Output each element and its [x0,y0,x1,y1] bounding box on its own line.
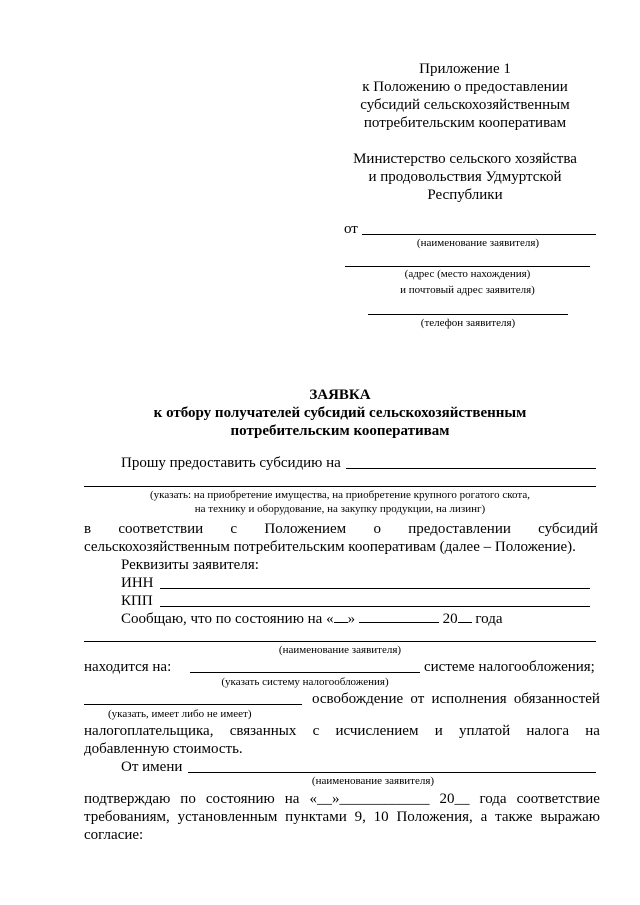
tax-system-line [190,672,420,673]
document-subtitle: потребительским кооперативам [230,423,450,439]
inn-label: ИНН [121,575,154,591]
from-label: от [344,221,358,237]
accordance-line: в соответствии с Положением о предоставлении субсидий [84,521,598,537]
appendix-ref-line: потребительским кооперативам [363,115,567,131]
purpose-hint: (указать: на приобретение имущества, на приобретение крупного рогатого скота, [150,489,530,501]
appendix-number: Приложение 1 [419,61,511,77]
kpp-line [160,606,590,607]
vat-text: добавленную стоимость. [84,741,243,757]
ministry-line: и продовольствия Удмуртской [368,169,562,185]
confirm-line: подтверждаю по состоянию на «__»____________ 20__ года соответствие [84,791,600,807]
request-text: Прошу предоставить субсидию на [121,455,341,471]
ministry-line: Республики [427,187,503,203]
applicant-phone-hint: (телефон заявителя) [420,317,516,329]
located-on-label: находится на: [84,659,172,675]
applicant-name-hint: (наименование заявителя) [416,237,540,249]
applicant-hint: (наименование заявителя) [278,644,402,656]
appendix-ref-line: субсидий сельскохозяйственным [360,97,570,113]
applicant-address-line [345,266,590,267]
ministry-line: Министерство сельского хозяйства [353,151,577,167]
subsidy-purpose-line [84,486,596,487]
subsidy-purpose-line [346,468,596,469]
on-behalf-label: От имени [121,759,183,775]
report-line: Сообщаю, что по состоянию на « » 20 года [121,611,503,627]
exemption-hint: (указать, имеет либо не имеет) [108,708,252,720]
applicant-address-hint: (адрес (место нахождения) [404,268,531,280]
document-title: ЗАЯВКА [309,387,371,403]
inn-line [160,588,590,589]
applicant-name-line [362,234,596,235]
document-subtitle: к отбору получателей субсидий сельскохозяйственным [153,405,527,421]
tax-system-label: системе налогообложения; [424,659,595,675]
appendix-ref-line: к Положению о предоставлении [362,79,568,95]
exemption-status-line [84,704,302,705]
kpp-label: КПП [121,593,153,609]
behalf-line [188,772,596,773]
purpose-hint: на технику и оборудование, на закупку продукции, на лизинг) [194,503,486,515]
tax-system-hint: (указать систему налогообложения) [221,676,389,688]
taxpayer-line: налогоплательщика, связанных с исчислением и уплатой налога на [84,723,600,739]
applicant-name-fill-line [84,641,596,642]
exemption-line: освобождение от исполнения обязанностей [312,691,600,707]
requirements-line: требованиям, установленным пунктами 9, 10 Положения, а также выражаю [84,809,600,825]
consent-text: согласие: [84,827,144,843]
applicant-phone-line [368,314,568,315]
requisites-label: Реквизиты заявителя: [121,557,259,573]
applicant-address-hint: и почтовый адрес заявителя) [400,284,535,296]
accordance-line: сельскохозяйственным потребительским кооперативам (далее – Положение). [84,539,576,555]
behalf-hint: (наименование заявителя) [311,775,435,787]
